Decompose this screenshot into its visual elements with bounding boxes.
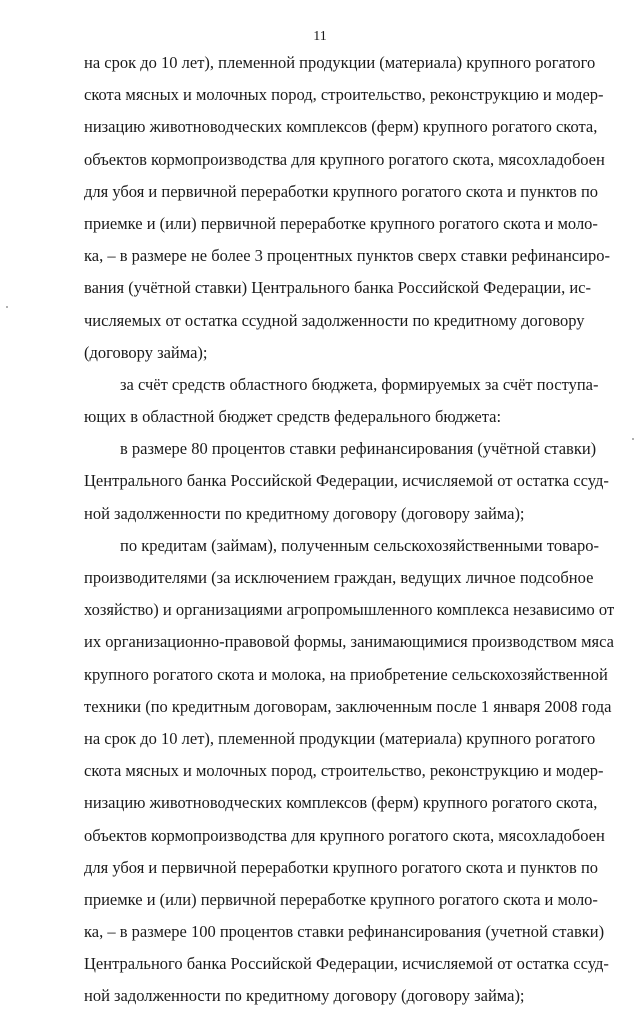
text-line: низацию животноводческих комплексов (ферм) крупного рогатого скота, (84, 117, 598, 137)
text-line: приемке и (или) первичной переработке крупного рогатого скота и моло- (84, 889, 598, 909)
text-line: производителями (за исключением граждан, ведущих личное подсобное (84, 568, 594, 587)
text-line: хозяйство) и организациями агропромышленного комплекса независимо от (84, 600, 615, 620)
text-line: Центрального банка Российской Федерации, исчисляемой от остатка ссуд- (84, 471, 609, 491)
text-line: скота мясных и молочных пород, строительство, реконструкцию и модер- (84, 85, 604, 105)
text-line: за счёт средств областного бюджета, формируемых за счёт поступа- (120, 374, 599, 394)
text-line: вания (учётной ставки) Центрального банка Российской Федерации, ис- (84, 278, 591, 298)
scan-speck (632, 438, 634, 440)
document-body (84, 47, 615, 1013)
text-line: ной задолженности по кредитному договору (договору займа); (84, 986, 525, 1006)
text-line: для убоя и первичной переработки крупного рогатого скота и пунктов по (84, 857, 599, 877)
text-line: объектов кормопроизводства для крупного рогатого скота, мясохладобоен (84, 149, 605, 169)
text-line: числяемых от остатка ссудной задолженности по кредитному договору (84, 310, 585, 330)
text-line: их организационно-правовой формы, занимающимися производством мяса (84, 632, 614, 652)
text-line: низацию животноводческих комплексов (ферм) крупного рогатого скота, (84, 793, 598, 813)
text-line: по кредитам (займам), полученным сельскохозяйственными товаро- (120, 535, 599, 555)
text-line: крупного рогатого скота и молока, на приобретение сельскохозяйственной (84, 664, 608, 684)
text-line: ющих в областной бюджет средств федерального бюджета: (84, 407, 502, 427)
text-line: ка, – в размере не более 3 процентных пунктов сверх ставки рефинансиро- (84, 246, 610, 266)
text-line: в размере 80 процентов ставки рефинансирования (учётной ставки) (120, 439, 597, 459)
page-number: 11 (313, 29, 327, 44)
text-line: ной задолженности по кредитному договору (договору займа); (84, 503, 525, 523)
text-line: Центрального банка Российской Федерации, исчисляемой от остатка ссуд- (84, 954, 609, 974)
text-line: (договору займа); (84, 342, 208, 362)
text-line: для убоя и первичной переработки крупного рогатого скота и пунктов по (84, 181, 599, 201)
text-line: приемке и (или) первичной переработке крупного рогатого скота и моло- (84, 213, 598, 233)
text-line: объектов кормопроизводства для крупного рогатого скота, мясохладобоен (84, 825, 605, 845)
text-line: скота мясных и молочных пород, строительство, реконструкцию и модер- (84, 761, 604, 781)
text-line: техники (по кредитным договорам, заключенным после 1 января 2008 года (84, 696, 612, 716)
text-line: на срок до 10 лет), племенной продукции (материала) крупного рогатого (84, 53, 596, 72)
scan-speck (6, 306, 8, 308)
text-line: на срок до 10 лет), племенной продукции (материала) крупного рогатого (84, 728, 596, 748)
text-line: ка, – в размере 100 процентов ставки рефинансирования (учетной ставки) (84, 922, 605, 942)
